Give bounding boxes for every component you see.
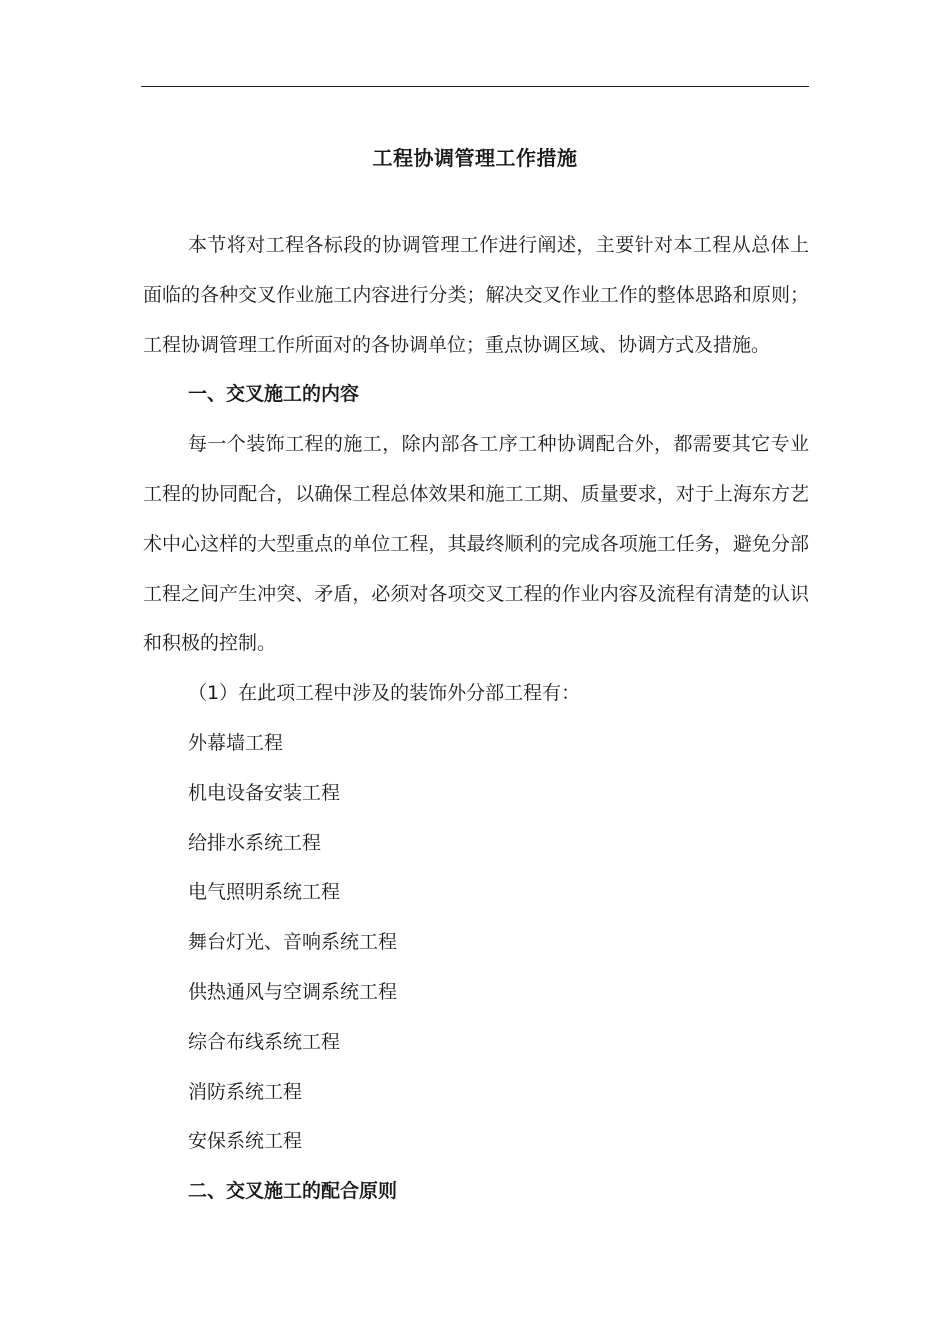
header-rule: [141, 86, 809, 87]
list-item: 消防系统工程: [188, 1080, 303, 1103]
section-1-heading: 一、交叉施工的内容: [188, 383, 360, 406]
section-1-subheading: （1）在此项工程中涉及的装饰外分部工程有：: [188, 682, 581, 705]
section-2-heading: 二、交叉施工的配合原则: [188, 1180, 398, 1203]
list-item: 供热通风与空调系统工程: [188, 980, 398, 1003]
list-item: 舞台灯光、音响系统工程: [188, 931, 398, 954]
document-body: [143, 221, 809, 1217]
list-item: 机电设备安装工程: [188, 781, 341, 804]
list-item: 给排水系统工程: [188, 831, 322, 854]
section-1-paragraph: 每一个装饰工程的施工，除内部各工序工种协调配合外，都需要其它专业工程的协同配合，以确保工程总体效果和施工工期、质量要求，对于上海东方艺术中心这样的大型重点的单位工程，其最终顺利的完成各项施工任务，避免分部工程之间产生冲突、矛盾，必须对各项交叉工程的作业内容及流程有清楚的认识和积极的控制。: [143, 433, 809, 655]
subproject-list: [143, 719, 809, 1167]
intro-paragraph: 本节将对工程各标段的协调管理工作进行阐述，主要针对本工程从总体上面临的各种交叉作业施工内容进行分类；解决交叉作业工作的整体思路和原则；工程协调管理工作所面对的各协调单位；重点协调区域、协调方式及措施。: [143, 234, 809, 356]
list-item: 电气照明系统工程: [188, 881, 341, 904]
list-item: 安保系统工程: [188, 1130, 303, 1153]
list-item: 综合布线系统工程: [188, 1030, 341, 1053]
list-item: 外幕墙工程: [188, 731, 284, 754]
document-title: 工程协调管理工作措施: [372, 146, 578, 170]
